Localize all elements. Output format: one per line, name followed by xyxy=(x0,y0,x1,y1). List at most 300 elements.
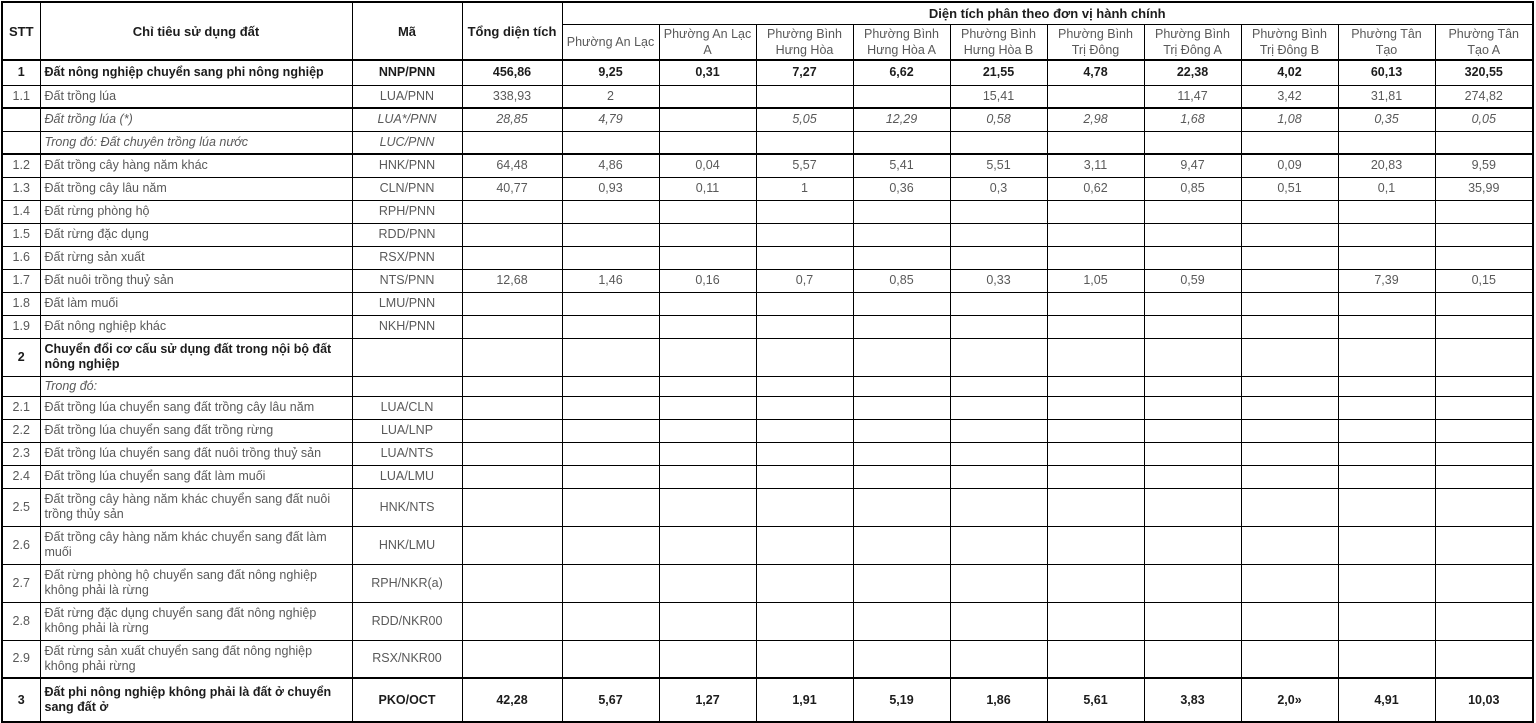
cell-value xyxy=(1047,376,1144,396)
cell-value: 0,3 xyxy=(950,177,1047,200)
cell-value xyxy=(1047,442,1144,465)
cell-value xyxy=(1338,396,1435,419)
cell-value xyxy=(1338,246,1435,269)
row-total: 42,28 xyxy=(462,678,562,722)
cell-value xyxy=(853,442,950,465)
cell-value xyxy=(853,246,950,269)
cell-value xyxy=(1338,419,1435,442)
cell-value xyxy=(1241,315,1338,338)
row-stt: 1.5 xyxy=(2,223,40,246)
cell-value xyxy=(659,108,756,131)
row-label: Đất rừng đặc dụng chuyển sang đất nông nghiệp không phải là rừng xyxy=(40,602,352,640)
row-stt: 1.8 xyxy=(2,292,40,315)
row-label: Đất trồng cây lâu năm xyxy=(40,177,352,200)
row-code: HNK/LMU xyxy=(352,526,462,564)
cell-value: 7,39 xyxy=(1338,269,1435,292)
cell-value xyxy=(950,292,1047,315)
cell-value xyxy=(1144,246,1241,269)
cell-value xyxy=(950,246,1047,269)
row-label: Đất phi nông nghiệp không phải là đất ở chuyển sang đất ở xyxy=(40,678,352,722)
cell-value xyxy=(950,376,1047,396)
row-label: Đất trồng lúa chuyển sang đất làm muối xyxy=(40,465,352,488)
row-code: LUA*/PNN xyxy=(352,108,462,131)
row-code: HNK/PNN xyxy=(352,154,462,177)
cell-value xyxy=(1435,526,1533,564)
cell-value xyxy=(562,465,659,488)
row-stt xyxy=(2,108,40,131)
cell-value xyxy=(1047,526,1144,564)
cell-value xyxy=(756,465,853,488)
table-row xyxy=(2,177,1533,200)
cell-value xyxy=(1144,526,1241,564)
row-stt xyxy=(2,376,40,396)
cell-value xyxy=(1338,131,1435,154)
cell-value: 1,46 xyxy=(562,269,659,292)
row-label: Đất trồng cây hàng năm khác chuyển sang đất làm muối xyxy=(40,526,352,564)
cell-value: 1,86 xyxy=(950,678,1047,722)
table-row xyxy=(2,315,1533,338)
cell-value xyxy=(659,292,756,315)
row-code: RDD/NKR00 xyxy=(352,602,462,640)
row-label: Đất trồng cây hàng năm khác xyxy=(40,154,352,177)
row-total xyxy=(462,376,562,396)
row-stt: 1.4 xyxy=(2,200,40,223)
row-total xyxy=(462,396,562,419)
cell-value: 9,47 xyxy=(1144,154,1241,177)
row-label: Đất nông nghiệp chuyển sang phi nông nghiệp xyxy=(40,60,352,85)
cell-value xyxy=(950,465,1047,488)
cell-value: 0,05 xyxy=(1435,108,1533,131)
table-row xyxy=(2,246,1533,269)
row-label: Đất nông nghiệp khác xyxy=(40,315,352,338)
cell-value: 9,59 xyxy=(1435,154,1533,177)
cell-value xyxy=(1047,200,1144,223)
cell-value xyxy=(659,526,756,564)
row-code: NTS/PNN xyxy=(352,269,462,292)
row-code: LUA/LNP xyxy=(352,419,462,442)
cell-value xyxy=(1435,315,1533,338)
row-stt: 1.3 xyxy=(2,177,40,200)
cell-value xyxy=(562,246,659,269)
cell-value: 0,1 xyxy=(1338,177,1435,200)
cell-value xyxy=(1338,292,1435,315)
cell-value xyxy=(950,200,1047,223)
cell-value: 5,19 xyxy=(853,678,950,722)
cell-value xyxy=(1435,223,1533,246)
row-label: Đất trồng cây hàng năm khác chuyển sang đất nuôi trồng thủy sản xyxy=(40,488,352,526)
cell-value xyxy=(562,396,659,419)
cell-value: 0,31 xyxy=(659,60,756,85)
cell-value xyxy=(756,131,853,154)
cell-value xyxy=(659,442,756,465)
cell-value xyxy=(756,246,853,269)
cell-value xyxy=(756,200,853,223)
row-total xyxy=(462,564,562,602)
cell-value xyxy=(756,223,853,246)
cell-value xyxy=(659,223,756,246)
cell-value xyxy=(1241,246,1338,269)
cell-value xyxy=(1047,315,1144,338)
row-total xyxy=(462,442,562,465)
cell-value xyxy=(1144,602,1241,640)
cell-value: 320,55 xyxy=(1435,60,1533,85)
cell-value xyxy=(1241,396,1338,419)
row-stt: 2.8 xyxy=(2,602,40,640)
row-stt: 1.7 xyxy=(2,269,40,292)
cell-value xyxy=(659,602,756,640)
cell-value xyxy=(1435,419,1533,442)
cell-value xyxy=(1047,564,1144,602)
cell-value xyxy=(853,315,950,338)
row-label: Đất rừng phòng hộ xyxy=(40,200,352,223)
row-code: LUA/NTS xyxy=(352,442,462,465)
cell-value xyxy=(1144,376,1241,396)
table-row xyxy=(2,640,1533,678)
cell-value: 0,11 xyxy=(659,177,756,200)
cell-value xyxy=(950,564,1047,602)
cell-value xyxy=(659,131,756,154)
cell-value xyxy=(562,292,659,315)
cell-value xyxy=(1241,602,1338,640)
cell-value: 0,15 xyxy=(1435,269,1533,292)
cell-value xyxy=(1241,442,1338,465)
cell-value: 22,38 xyxy=(1144,60,1241,85)
cell-value xyxy=(1144,564,1241,602)
cell-value xyxy=(1047,338,1144,376)
cell-value xyxy=(1241,419,1338,442)
table-row xyxy=(2,108,1533,131)
cell-value xyxy=(1047,640,1144,678)
cell-value xyxy=(853,376,950,396)
cell-value: 4,02 xyxy=(1241,60,1338,85)
row-total: 40,77 xyxy=(462,177,562,200)
cell-value xyxy=(659,564,756,602)
cell-value xyxy=(1241,338,1338,376)
cell-value: 4,86 xyxy=(562,154,659,177)
ward-header: Phường Bình Hưng Hòa xyxy=(756,24,853,60)
cell-value xyxy=(756,488,853,526)
cell-value xyxy=(1338,564,1435,602)
cell-value xyxy=(562,200,659,223)
cell-value: 5,41 xyxy=(853,154,950,177)
row-stt: 1.1 xyxy=(2,85,40,108)
row-stt: 2.6 xyxy=(2,526,40,564)
ward-header: Phường Bình Trị Đông A xyxy=(1144,24,1241,60)
cell-value xyxy=(659,246,756,269)
cell-value: 5,05 xyxy=(756,108,853,131)
header-code: Mã xyxy=(352,2,462,60)
row-label: Đất rừng phòng hộ chuyển sang đất nông nghiệp không phải là rừng xyxy=(40,564,352,602)
cell-value xyxy=(1435,442,1533,465)
cell-value xyxy=(1047,223,1144,246)
row-code: NNP/PNN xyxy=(352,60,462,85)
cell-value xyxy=(1241,223,1338,246)
cell-value xyxy=(1338,376,1435,396)
cell-value xyxy=(853,131,950,154)
cell-value: 0,16 xyxy=(659,269,756,292)
cell-value: 0,85 xyxy=(1144,177,1241,200)
cell-value xyxy=(756,396,853,419)
row-label: Đất trồng lúa chuyển sang đất trồng cây lâu năm xyxy=(40,396,352,419)
cell-value xyxy=(1241,488,1338,526)
cell-value xyxy=(659,419,756,442)
cell-value: 0,62 xyxy=(1047,177,1144,200)
row-label: Đất rừng đặc dụng xyxy=(40,223,352,246)
row-code: HNK/NTS xyxy=(352,488,462,526)
row-total xyxy=(462,338,562,376)
cell-value xyxy=(659,376,756,396)
row-code xyxy=(352,376,462,396)
cell-value xyxy=(756,338,853,376)
cell-value xyxy=(1241,200,1338,223)
row-total xyxy=(462,419,562,442)
cell-value: 3,11 xyxy=(1047,154,1144,177)
table-row xyxy=(2,488,1533,526)
cell-value xyxy=(756,602,853,640)
row-total xyxy=(462,602,562,640)
row-code: LUA/LMU xyxy=(352,465,462,488)
cell-value xyxy=(1047,246,1144,269)
table-row xyxy=(2,269,1533,292)
row-stt: 2 xyxy=(2,338,40,376)
cell-value xyxy=(659,640,756,678)
cell-value xyxy=(756,315,853,338)
cell-value xyxy=(853,338,950,376)
cell-value xyxy=(1241,131,1338,154)
table-row xyxy=(2,442,1533,465)
cell-value: 60,13 xyxy=(1338,60,1435,85)
cell-value xyxy=(1047,85,1144,108)
row-total: 456,86 xyxy=(462,60,562,85)
row-total xyxy=(462,292,562,315)
cell-value: 0,59 xyxy=(1144,269,1241,292)
cell-value: 0,33 xyxy=(950,269,1047,292)
table-row xyxy=(2,419,1533,442)
cell-value xyxy=(1144,419,1241,442)
cell-value xyxy=(1144,131,1241,154)
cell-value xyxy=(562,488,659,526)
cell-value xyxy=(562,338,659,376)
cell-value xyxy=(1241,376,1338,396)
row-total xyxy=(462,488,562,526)
cell-value xyxy=(562,640,659,678)
table-row xyxy=(2,602,1533,640)
ward-header: Phường Bình Hưng Hòa A xyxy=(853,24,950,60)
cell-value: 2,98 xyxy=(1047,108,1144,131)
cell-value xyxy=(756,564,853,602)
cell-value xyxy=(1435,292,1533,315)
cell-value xyxy=(562,131,659,154)
cell-value xyxy=(1144,338,1241,376)
cell-value xyxy=(1144,442,1241,465)
cell-value xyxy=(1144,640,1241,678)
table-row xyxy=(2,465,1533,488)
cell-value: 1 xyxy=(756,177,853,200)
cell-value xyxy=(853,564,950,602)
row-code: CLN/PNN xyxy=(352,177,462,200)
cell-value xyxy=(756,85,853,108)
row-code xyxy=(352,338,462,376)
row-label: Trong đó: xyxy=(40,376,352,396)
ward-header: Phường Bình Trị Đông B xyxy=(1241,24,1338,60)
cell-value: 0,09 xyxy=(1241,154,1338,177)
row-stt: 2.9 xyxy=(2,640,40,678)
ward-header: Phường An Lạc xyxy=(562,24,659,60)
row-stt: 2.5 xyxy=(2,488,40,526)
cell-value: 4,78 xyxy=(1047,60,1144,85)
cell-value xyxy=(950,640,1047,678)
cell-value xyxy=(853,526,950,564)
cell-value xyxy=(853,292,950,315)
cell-value: 0,51 xyxy=(1241,177,1338,200)
cell-value xyxy=(1144,465,1241,488)
cell-value xyxy=(756,526,853,564)
cell-value: 1,27 xyxy=(659,678,756,722)
cell-value xyxy=(950,602,1047,640)
row-stt: 2.2 xyxy=(2,419,40,442)
row-total xyxy=(462,223,562,246)
cell-value xyxy=(659,200,756,223)
row-stt: 2.1 xyxy=(2,396,40,419)
cell-value xyxy=(950,419,1047,442)
row-code: PKO/OCT xyxy=(352,678,462,722)
cell-value xyxy=(756,640,853,678)
row-label: Đất trồng lúa xyxy=(40,85,352,108)
cell-value xyxy=(1338,465,1435,488)
cell-value: 274,82 xyxy=(1435,85,1533,108)
row-stt: 1.9 xyxy=(2,315,40,338)
row-label: Đất rừng sản xuất xyxy=(40,246,352,269)
cell-value xyxy=(1144,223,1241,246)
cell-value: 0,35 xyxy=(1338,108,1435,131)
row-label: Chuyển đổi cơ cấu sử dụng đất trong nội bộ đất nông nghiệp xyxy=(40,338,352,376)
row-code: LUA/PNN xyxy=(352,85,462,108)
cell-value: 15,41 xyxy=(950,85,1047,108)
cell-value xyxy=(1338,602,1435,640)
cell-value xyxy=(853,640,950,678)
table-row xyxy=(2,154,1533,177)
cell-value xyxy=(950,223,1047,246)
cell-value xyxy=(1338,200,1435,223)
cell-value xyxy=(1047,602,1144,640)
cell-value: 7,27 xyxy=(756,60,853,85)
cell-value: 1,08 xyxy=(1241,108,1338,131)
cell-value: 5,51 xyxy=(950,154,1047,177)
row-total: 12,68 xyxy=(462,269,562,292)
cell-value: 31,81 xyxy=(1338,85,1435,108)
ward-header: Phường An Lạc A xyxy=(659,24,756,60)
cell-value xyxy=(1047,419,1144,442)
cell-value xyxy=(950,315,1047,338)
cell-value: 10,03 xyxy=(1435,678,1533,722)
cell-value xyxy=(853,465,950,488)
cell-value: 0,85 xyxy=(853,269,950,292)
cell-value xyxy=(1435,376,1533,396)
cell-value: 20,83 xyxy=(1338,154,1435,177)
cell-value xyxy=(853,488,950,526)
row-label: Đất trồng lúa chuyển sang đất trồng rừng xyxy=(40,419,352,442)
cell-value xyxy=(1338,640,1435,678)
row-total: 64,48 xyxy=(462,154,562,177)
cell-value xyxy=(562,442,659,465)
cell-value xyxy=(562,602,659,640)
cell-value xyxy=(659,396,756,419)
table-body xyxy=(2,60,1533,722)
cell-value xyxy=(1144,292,1241,315)
cell-value: 35,99 xyxy=(1435,177,1533,200)
cell-value xyxy=(562,223,659,246)
table-row xyxy=(2,292,1533,315)
cell-value: 0,7 xyxy=(756,269,853,292)
row-total: 338,93 xyxy=(462,85,562,108)
cell-value xyxy=(562,419,659,442)
cell-value xyxy=(1047,488,1144,526)
cell-value: 6,62 xyxy=(853,60,950,85)
row-label: Đất rừng sản xuất chuyển sang đất nông nghiệp không phải rừng xyxy=(40,640,352,678)
cell-value: 1,68 xyxy=(1144,108,1241,131)
cell-value xyxy=(950,488,1047,526)
table-row xyxy=(2,223,1533,246)
table-row xyxy=(2,396,1533,419)
cell-value xyxy=(1435,246,1533,269)
cell-value xyxy=(1144,396,1241,419)
cell-value xyxy=(1435,131,1533,154)
row-stt: 1.2 xyxy=(2,154,40,177)
header-indicator: Chỉ tiêu sử dụng đất xyxy=(40,2,352,60)
cell-value: 0,58 xyxy=(950,108,1047,131)
row-label: Đất làm muối xyxy=(40,292,352,315)
header-stt: STT xyxy=(2,2,40,60)
cell-value xyxy=(1241,292,1338,315)
table-row xyxy=(2,60,1533,85)
row-total xyxy=(462,640,562,678)
cell-value xyxy=(659,85,756,108)
cell-value xyxy=(1435,640,1533,678)
cell-value: 5,67 xyxy=(562,678,659,722)
cell-value xyxy=(1435,396,1533,419)
row-stt: 2.7 xyxy=(2,564,40,602)
table-row xyxy=(2,85,1533,108)
cell-value: 5,57 xyxy=(756,154,853,177)
table-row xyxy=(2,678,1533,722)
cell-value xyxy=(756,292,853,315)
cell-value xyxy=(853,223,950,246)
cell-value: 9,25 xyxy=(562,60,659,85)
cell-value: 3,42 xyxy=(1241,85,1338,108)
row-total xyxy=(462,526,562,564)
cell-value xyxy=(1435,200,1533,223)
cell-value xyxy=(853,419,950,442)
cell-value: 0,04 xyxy=(659,154,756,177)
cell-value xyxy=(1338,223,1435,246)
cell-value xyxy=(1338,315,1435,338)
cell-value xyxy=(1047,465,1144,488)
row-label: Đất nuôi trồng thuỷ sản xyxy=(40,269,352,292)
row-stt xyxy=(2,131,40,154)
cell-value xyxy=(1435,338,1533,376)
cell-value xyxy=(853,200,950,223)
cell-value xyxy=(1047,292,1144,315)
row-total xyxy=(462,131,562,154)
cell-value xyxy=(1435,564,1533,602)
row-total xyxy=(462,200,562,223)
row-total xyxy=(462,465,562,488)
table-row xyxy=(2,131,1533,154)
table-row xyxy=(2,200,1533,223)
cell-value: 2 xyxy=(562,85,659,108)
header-admin-group: Diện tích phân theo đơn vị hành chính xyxy=(562,2,1533,24)
cell-value xyxy=(950,396,1047,419)
